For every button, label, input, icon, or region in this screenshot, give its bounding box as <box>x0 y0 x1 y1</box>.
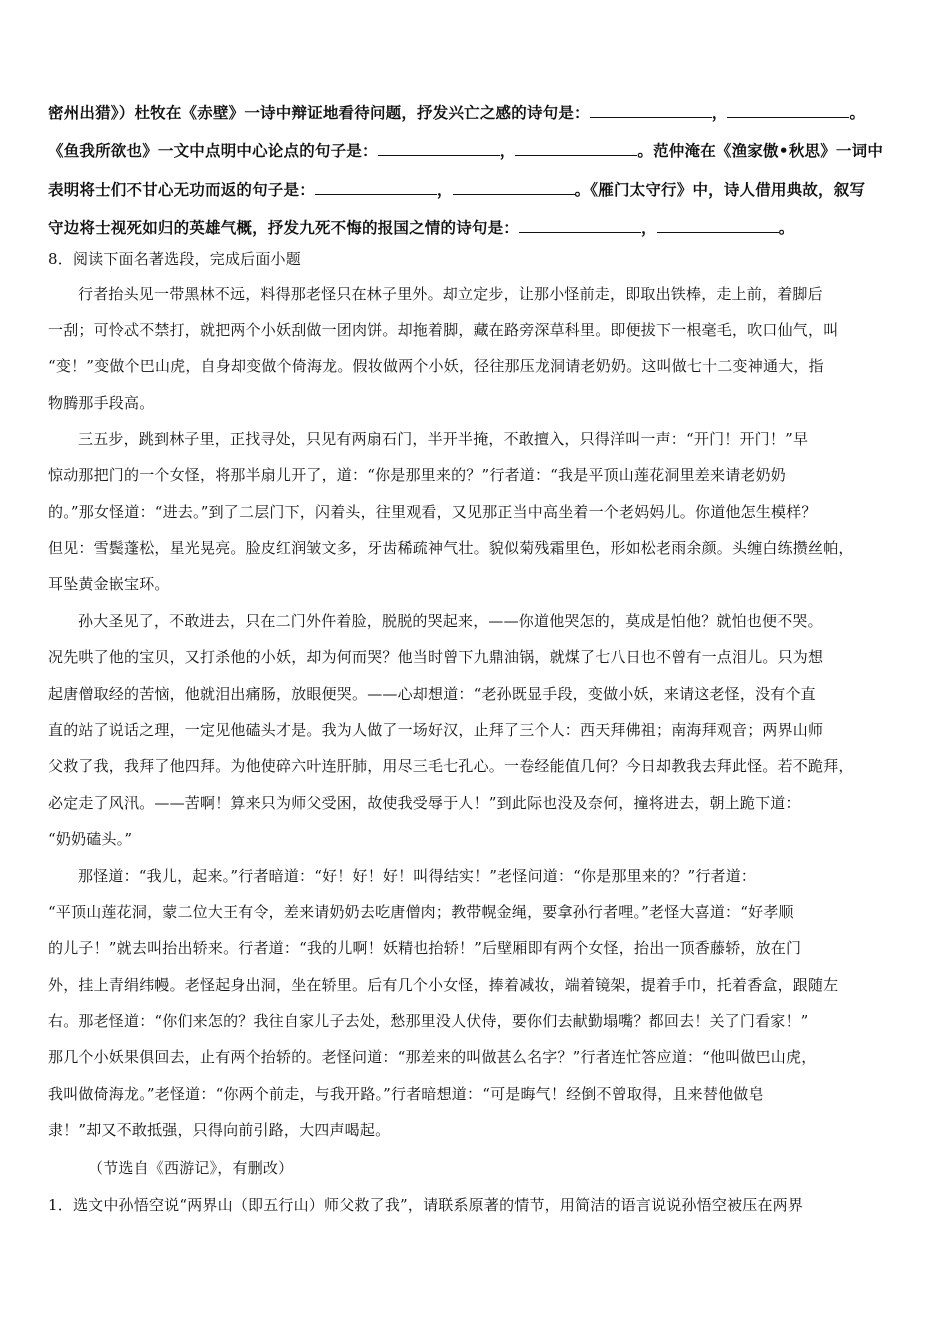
answer-blank[interactable] <box>515 139 637 156</box>
separator: ， <box>436 181 453 199</box>
passage-line: 外，挂上青绢纬幔。老怪起身出洞，坐在轿里。后有几个小女怪，捧着减妆，端着镜架，提着手巾，托着香盒，跟随左 <box>48 976 839 994</box>
passage-line: 惊动那把门的一个女怪，将那半扇儿开了，道：“你是那里来的？”行者道：“我是平顶山莲花洞里差来请老奶奶 <box>48 466 787 484</box>
period: 。 <box>778 219 795 237</box>
sub-question-1: 1．选文中孙悟空说“两界山（即五行山）师父救了我”，请联系原著的情节，用简洁的语言说说孙悟空被压在两界 <box>48 1196 804 1214</box>
question-8-heading: 8．阅读下面名著选段，完成后面小题 <box>48 250 301 268</box>
passage-line: 但见：雪鬓蓬松，星光晃亮。脸皮红润皱文多，牙齿稀疏神气壮。貌似菊残霜里色，形如松老雨余颜。头缠白练攒丝帕， <box>48 539 854 557</box>
passage-line: 耳坠黄金嵌宝环。 <box>48 575 170 593</box>
passage-line: “平顶山莲花洞，蒙二位大王有令，差来请奶奶去吃唐僧肉；教带幌金绳，要拿孙行者哩。”老怪大喜道：“好孝顺 <box>48 903 794 921</box>
passage-line: 的儿子！”就去叫抬出轿来。行者道：“我的儿啊！妖精也抬轿！”后壁厢即有两个女怪，抬出一顶香藤轿，放在门 <box>48 939 802 957</box>
passage-line: 那几个小妖果俱回去，止有两个抬轿的。老怪问道：“那差来的叫做甚么名字？”行者连忙答应道：“他叫做巴山虎， <box>48 1048 817 1066</box>
passage-line: 直的站了说话之理，一定见他磕头才是。我为人做了一场好汉，止拜了三个人：西天拜佛祖；南海拜观音；两界山师 <box>48 721 824 739</box>
fill-line-3 <box>48 178 865 200</box>
fill-text: 。范仲淹在《渔家傲•秋思》一词中 <box>637 142 884 160</box>
answer-blank[interactable] <box>727 101 849 118</box>
separator: ， <box>499 142 516 160</box>
passage-line: 一刮；可怜忒不禁打，就把两个小妖刮做一团肉饼。却拖着脚，藏在路旁深草科里。即便拔下一根毫毛，吹口仙气，叫 <box>48 321 839 339</box>
fill-text: 。《雁门太守行》中，诗人借用典故，叙写 <box>574 181 866 199</box>
passage-line: 的。”那女怪道：“进去。”到了二层门下，闪着头，往里观看，又见那正当中高坐着一个老妈妈儿。你道他怎生模样？ <box>48 503 817 521</box>
fill-text: 守边将士视死如归的英雄气概，抒发九死不悔的报国之情的诗句是： <box>48 219 520 237</box>
passage-line: 物腾那手段高。 <box>48 394 155 412</box>
passage-line: 隶！”却又不敢抵强，只得向前引路，大四声喝起。 <box>48 1121 391 1139</box>
fill-line-4 <box>48 216 794 238</box>
separator: ， <box>711 104 728 122</box>
passage-line: “奶奶磕头。” <box>48 830 133 848</box>
answer-blank[interactable] <box>378 139 500 156</box>
passage-line: 三五步，跳到林子里，正找寻处，只见有两扇石门，半开半掩，不敢擅入，只得洋叫一声：“开门！开门！”早 <box>78 430 809 448</box>
passage-line: 父救了我，我拜了他四拜。为他使碎六叶连肝肺，用尽三毛七孔心。一卷经能值几何？今日却教我去拜此怪。若不跪拜， <box>48 757 854 775</box>
passage-line: 况先哄了他的宝贝，又打杀他的小妖，却为何而哭？他当时曾下九鼎油锅，就煤了七八日也不曾有一点泪儿。只为想 <box>48 648 824 666</box>
answer-blank[interactable] <box>657 216 779 233</box>
passage-line: 必定走了风汛。——苦啊！算来只为师父受困，故使我受辱于人！”到此际也没及奈何，撞将进去，朝上跪下道： <box>48 794 801 812</box>
passage-line: “变！”变做个巴山虎，自身却变做个倚海龙。假妆做两个小妖，径往那压龙洞请老奶奶。这叫做七十二变神通大，指 <box>48 357 824 375</box>
period: 。 <box>849 104 866 122</box>
answer-blank[interactable] <box>315 178 437 195</box>
passage-line: 那怪道：“我儿，起来。”行者暗道：“好！好！好！叫得结实！”老怪问道：“你是那里来的？”行者道： <box>78 867 757 885</box>
passage-line: 右。那老怪道：“你们来怎的？我往自家儿子去处，愁那里没人伏侍，要你们去献勤塌嘴？都回去！关了门看家！” <box>48 1012 809 1030</box>
fill-text: 表明将士们不甘心无功而返的句子是： <box>48 181 315 199</box>
passage-line: 孙大圣见了，不敢进去，只在二门外仵着脸，脱脱的哭起来，——你道他哭怎的，莫成是怕他？就怕也便不哭。 <box>78 612 823 630</box>
separator: ， <box>641 219 657 237</box>
answer-blank[interactable] <box>453 178 575 195</box>
fill-line-1 <box>48 101 865 123</box>
fill-text: 密州出猎》）杜牧在《赤壁》一诗中辩证地看待问题，抒发兴亡之感的诗句是： <box>48 104 590 122</box>
passage-source: （节选自《西游记》，有删改） <box>88 1159 294 1177</box>
answer-blank[interactable] <box>590 101 712 118</box>
answer-blank[interactable] <box>519 216 641 233</box>
passage-line: 我叫做倚海龙。”老怪道：“你两个前走，与我开路。”行者暗想道：“可是晦气！经倒不曾取得，且来替他做皂 <box>48 1085 764 1103</box>
fill-text: 《鱼我所欲也》一文中点明中心论点的句子是： <box>48 142 378 160</box>
fill-line-2 <box>48 139 883 161</box>
passage-line: 行者抬头见一带黑林不远，料得那老怪只在林子里外。却立定步，让那小怪前走，即取出铁棒，走上前，着脚后 <box>78 285 823 303</box>
passage-line: 起唐僧取经的苦恼，他就泪出痛肠，放眼便哭。——心却想道：“老孙既显手段，变做小妖，来请这老怪，没有个直 <box>48 685 816 703</box>
